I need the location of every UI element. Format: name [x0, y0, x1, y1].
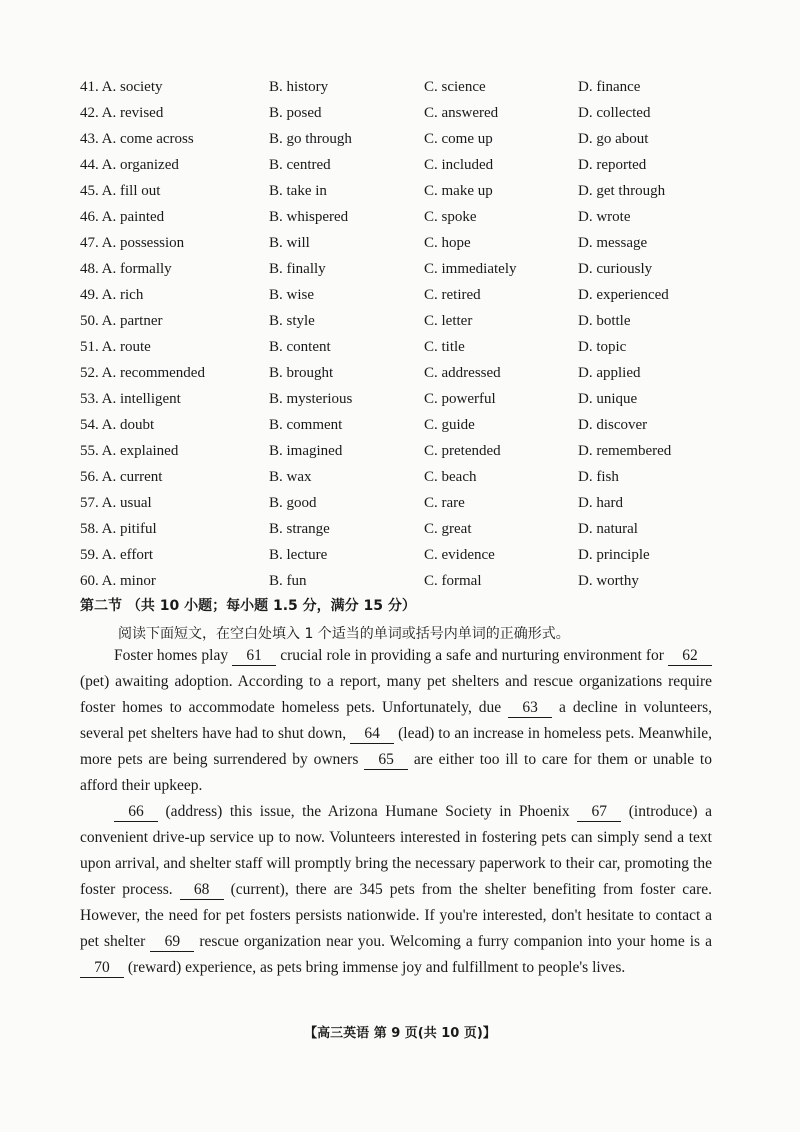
option-c: C. formal — [424, 573, 482, 589]
passage-text: crucial role in providing a safe and nurturing environment for — [276, 647, 669, 664]
option-c: C. beach — [424, 469, 477, 485]
option-d: D. topic — [578, 339, 627, 355]
passage-text: (pet) awaiting adoption. According to a report, many pet shelters and rescue organizations require foster homes to accommodate homeless pets. Unfortunately, due — [80, 673, 712, 716]
option-c: C. come up — [424, 131, 493, 147]
option-b: B. take in — [269, 183, 327, 199]
section-heading: 第二节 （共 10 小题；每小题 1.5 分，满分 15 分） — [80, 598, 416, 614]
blank-64: 64 — [350, 725, 394, 744]
option-d: D. discover — [578, 417, 648, 433]
option-row-45 — [80, 178, 720, 204]
passage — [80, 643, 712, 981]
option-d: D. experienced — [578, 287, 669, 303]
option-b: B. wise — [269, 287, 314, 303]
blank-66: 66 — [114, 803, 158, 822]
option-b: B. style — [269, 313, 315, 329]
option-a: 58. A. pitiful — [80, 521, 157, 537]
option-row-57 — [80, 490, 720, 516]
option-row-55 — [80, 438, 720, 464]
option-row-47 — [80, 230, 720, 256]
option-a: 45. A. fill out — [80, 183, 161, 199]
option-row-49 — [80, 282, 720, 308]
option-row-50 — [80, 308, 720, 334]
option-b: B. mysterious — [269, 391, 353, 407]
option-row-58 — [80, 516, 720, 542]
option-c: C. make up — [424, 183, 493, 199]
option-row-48 — [80, 256, 720, 282]
option-b: B. comment — [269, 417, 343, 433]
option-c: C. letter — [424, 313, 473, 329]
option-d: D. natural — [578, 521, 638, 537]
option-row-53 — [80, 386, 720, 412]
option-b: B. centred — [269, 157, 331, 173]
option-b: B. strange — [269, 521, 330, 537]
option-d: D. finance — [578, 79, 641, 95]
paragraph-2 — [80, 799, 712, 981]
page-footer: 【高三英语 第 9 页(共 10 页)】 — [304, 1026, 496, 1041]
option-c: C. addressed — [424, 365, 501, 381]
blank-69: 69 — [150, 933, 194, 952]
option-d: D. collected — [578, 105, 651, 121]
option-b: B. wax — [269, 469, 312, 485]
option-b: B. history — [269, 79, 329, 95]
option-b: B. imagined — [269, 443, 343, 459]
option-c: C. spoke — [424, 209, 477, 225]
option-c: C. powerful — [424, 391, 496, 407]
option-row-56 — [80, 464, 720, 490]
option-a: 43. A. come across — [80, 131, 194, 147]
option-a: 44. A. organized — [80, 157, 179, 173]
option-a: 46. A. painted — [80, 209, 165, 225]
paragraph-1 — [80, 643, 712, 799]
passage-text: are either too ill to care for them or unable to afford their upkeep. — [80, 751, 712, 794]
passage-text: Foster homes play — [114, 647, 233, 664]
option-d: D. remembered — [578, 443, 672, 459]
option-row-52 — [80, 360, 720, 386]
option-a: 55. A. explained — [80, 443, 179, 459]
option-d: D. go about — [578, 131, 649, 147]
option-b: B. finally — [269, 261, 326, 277]
option-c: C. hope — [424, 235, 471, 251]
blank-70: 70 — [80, 959, 124, 978]
option-a: 53. A. intelligent — [80, 391, 181, 407]
option-b: B. will — [269, 235, 310, 251]
passage-text: (introduce) a convenient drive-up service up to now. Volunteers interested in fostering pets can simply send a text upon arrival, and shelter staff will promptly bring the necessary paperwork to their car, promoting the foster process. — [80, 803, 712, 898]
passage-text: (current), there are 345 pets from the shelter benefiting from foster care. However, the need for pet fosters persists nationwide. If you're interested, don't hesitate to contact a pet shelter — [80, 881, 712, 950]
option-row-44 — [80, 152, 720, 178]
option-a: 41. A. society — [80, 79, 163, 95]
option-b: B. whispered — [269, 209, 349, 225]
option-a: 59. A. effort — [80, 547, 154, 563]
option-d: D. unique — [578, 391, 638, 407]
blank-63: 63 — [508, 699, 552, 718]
option-a: 47. A. possession — [80, 235, 185, 251]
option-c: C. evidence — [424, 547, 495, 563]
blank-67: 67 — [577, 803, 621, 822]
option-d: D. hard — [578, 495, 623, 511]
option-d: D. bottle — [578, 313, 631, 329]
option-c: C. great — [424, 521, 472, 537]
option-c: C. immediately — [424, 261, 517, 277]
passage-text: (lead) to an increase in homeless pets. Meanwhile, more pets are being surrendered by owners — [80, 725, 712, 768]
option-a: 51. A. route — [80, 339, 151, 355]
option-c: C. answered — [424, 105, 499, 121]
section-instruction: 阅读下面短文，在空白处填入 1 个适当的单词或括号内单词的正确形式。 — [118, 626, 570, 642]
option-c: C. pretended — [424, 443, 501, 459]
option-c: C. guide — [424, 417, 475, 433]
option-d: D. reported — [578, 157, 647, 173]
option-row-51 — [80, 334, 720, 360]
option-row-60 — [80, 568, 720, 594]
passage-text: rescue organization near you. Welcoming a furry companion into your home is a — [194, 933, 712, 950]
option-row-42 — [80, 100, 720, 126]
option-d: D. applied — [578, 365, 641, 381]
option-a: 50. A. partner — [80, 313, 163, 329]
option-c: C. rare — [424, 495, 465, 511]
option-d: D. message — [578, 235, 648, 251]
option-d: D. curiously — [578, 261, 653, 277]
option-c: C. science — [424, 79, 486, 95]
blank-68: 68 — [180, 881, 224, 900]
option-d: D. wrote — [578, 209, 631, 225]
option-row-43 — [80, 126, 720, 152]
option-a: 54. A. doubt — [80, 417, 155, 433]
passage-text: a decline in volunteers, several pet shelters have had to shut down, — [80, 699, 712, 742]
option-c: C. included — [424, 157, 494, 173]
option-b: B. fun — [269, 573, 307, 589]
blank-61: 61 — [232, 647, 276, 666]
passage-text: (reward) experience, as pets bring immense joy and fulfillment to people's lives. — [124, 959, 626, 976]
blank-65: 65 — [364, 751, 408, 770]
passage-text: (address) this issue, the Arizona Humane Society in Phoenix — [158, 803, 578, 820]
option-b: B. content — [269, 339, 331, 355]
option-a: 52. A. recommended — [80, 365, 205, 381]
option-c: C. title — [424, 339, 465, 355]
option-a: 42. A. revised — [80, 105, 164, 121]
option-row-54 — [80, 412, 720, 438]
option-d: D. fish — [578, 469, 619, 485]
option-b: B. good — [269, 495, 317, 511]
option-a: 49. A. rich — [80, 287, 144, 303]
option-row-46 — [80, 204, 720, 230]
blank-62: 62 — [668, 647, 712, 666]
option-a: 56. A. current — [80, 469, 163, 485]
option-b: B. go through — [269, 131, 352, 147]
option-row-41 — [80, 74, 720, 100]
option-b: B. posed — [269, 105, 322, 121]
option-d: D. principle — [578, 547, 650, 563]
option-a: 57. A. usual — [80, 495, 152, 511]
option-a: 48. A. formally — [80, 261, 172, 277]
option-d: D. worthy — [578, 573, 639, 589]
option-a: 60. A. minor — [80, 573, 156, 589]
option-b: B. brought — [269, 365, 334, 381]
option-b: B. lecture — [269, 547, 328, 563]
option-d: D. get through — [578, 183, 666, 199]
option-c: C. retired — [424, 287, 481, 303]
options-table — [80, 74, 720, 594]
option-row-59 — [80, 542, 720, 568]
